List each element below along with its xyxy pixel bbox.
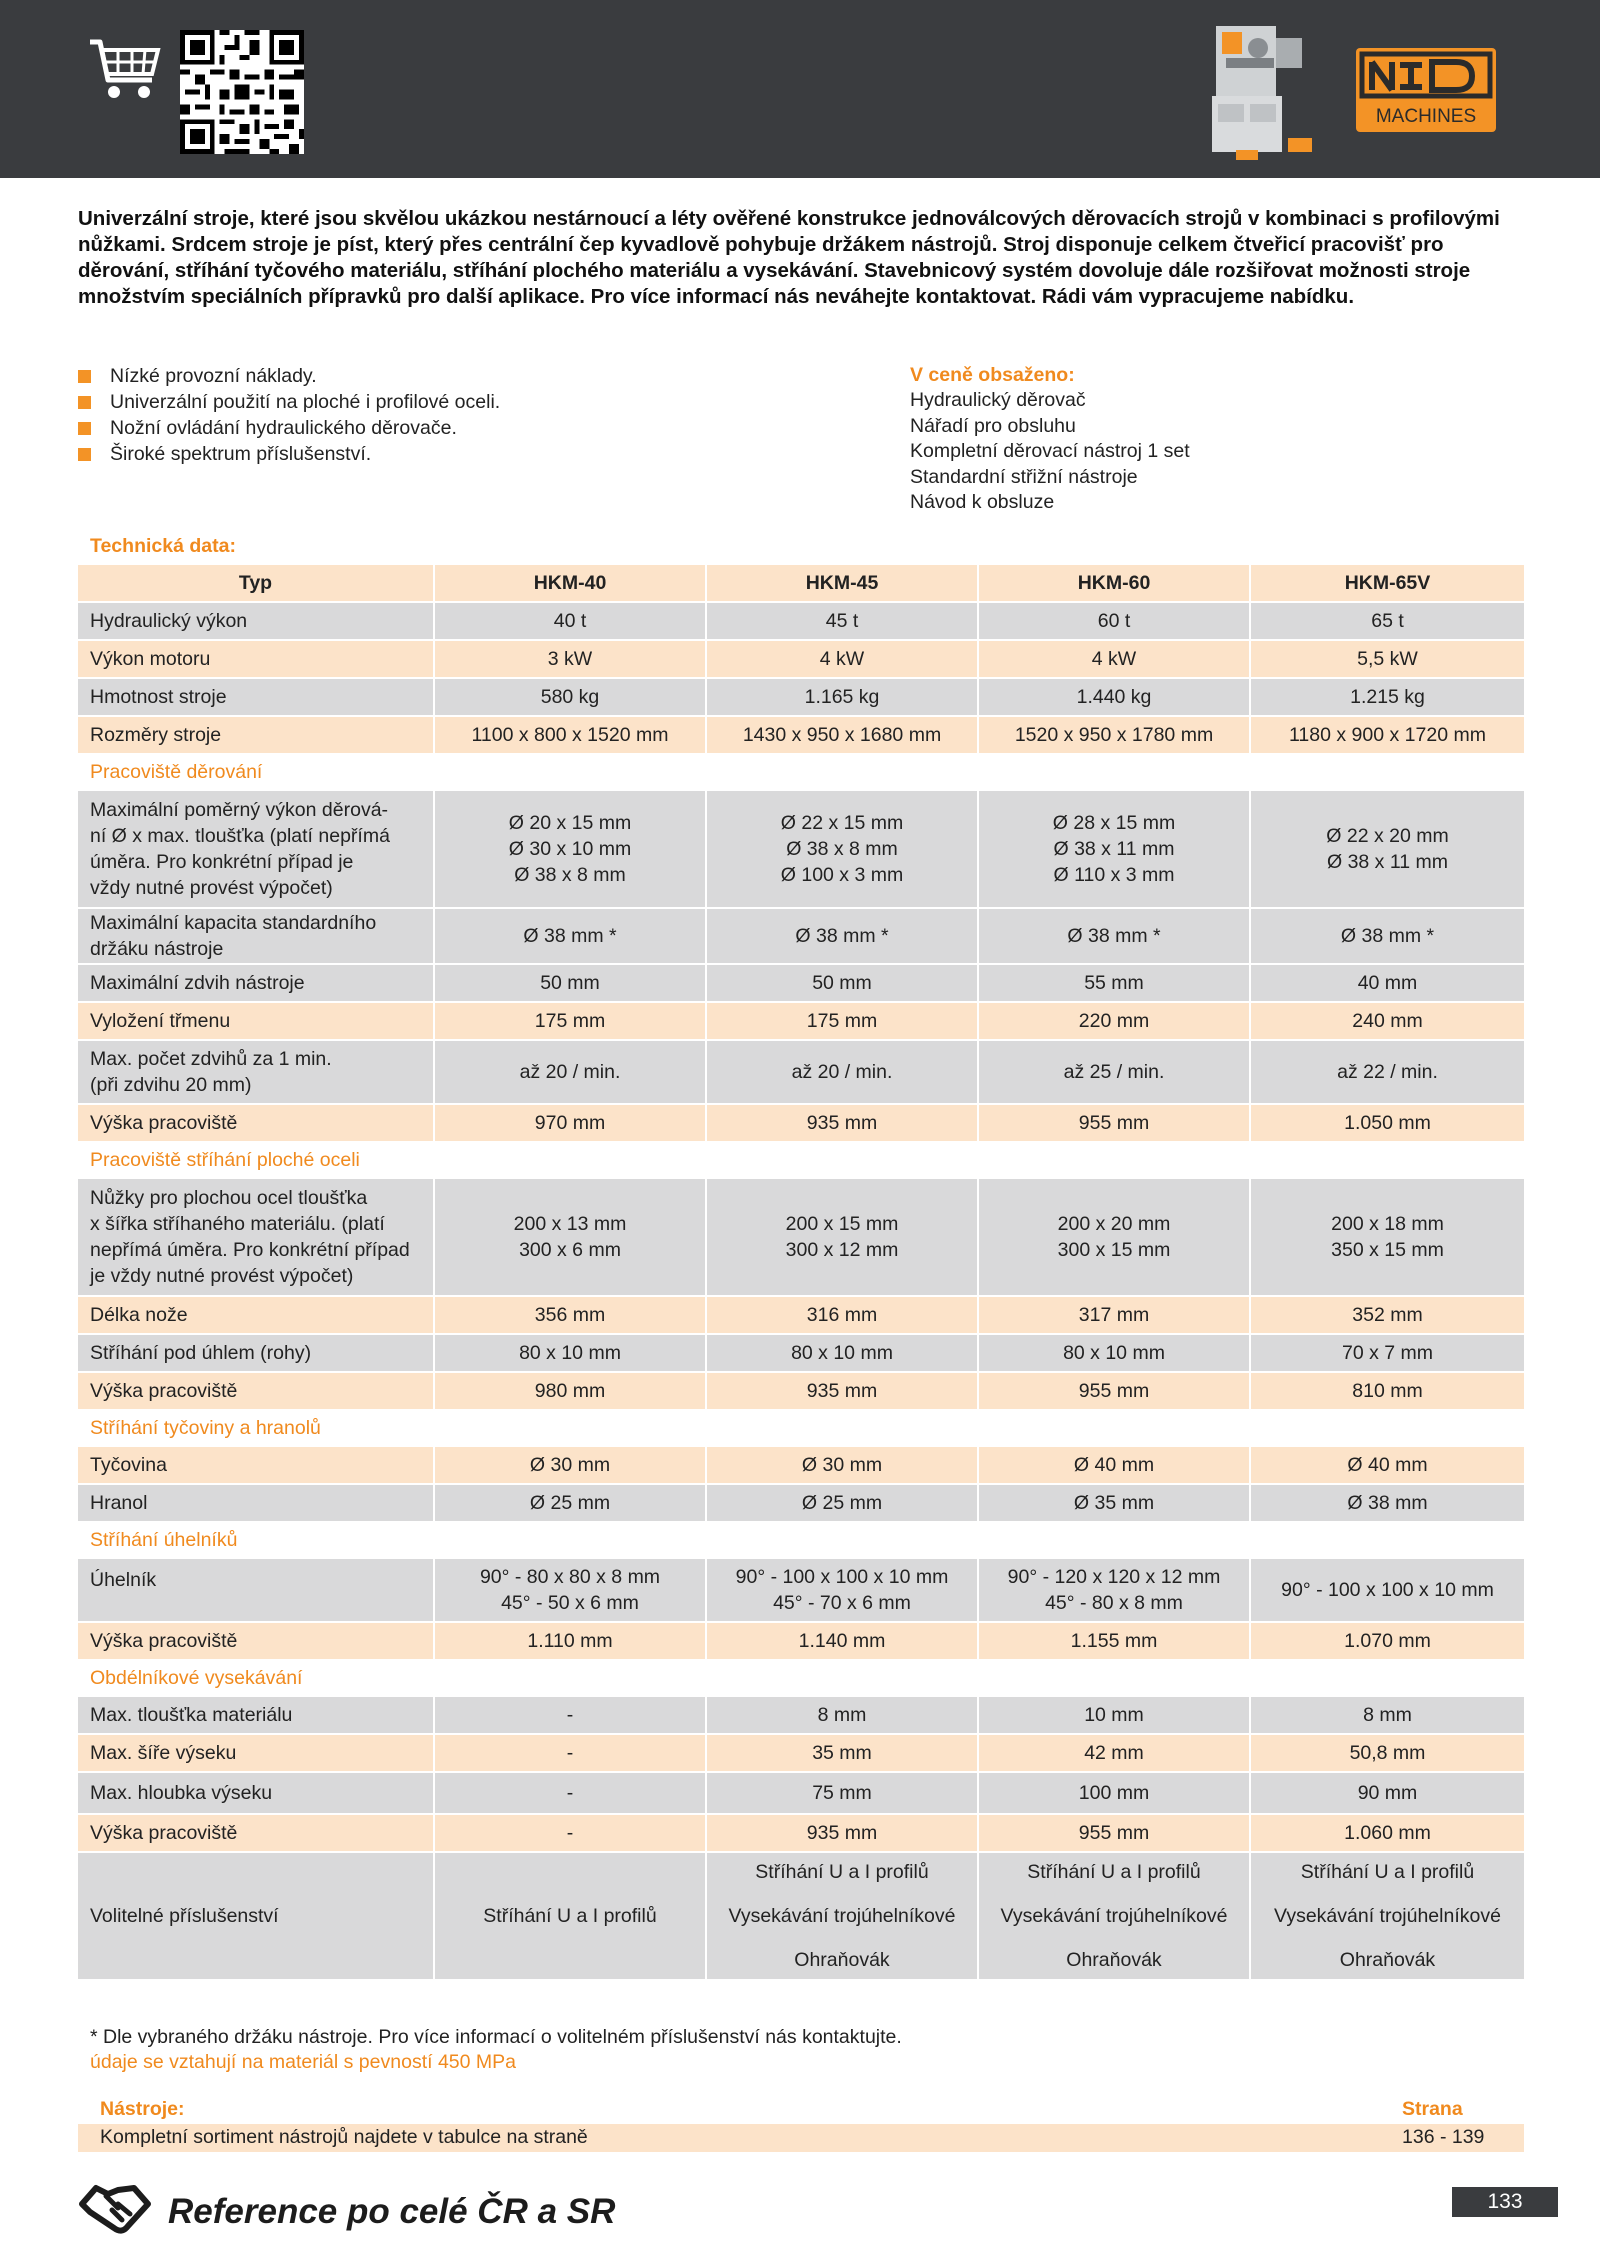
table-row <box>78 1485 1524 1521</box>
feature-item: Nožní ovládání hydraulického děrovače. <box>78 415 798 441</box>
cell: 1.215 kg <box>1251 679 1524 715</box>
cell: - <box>435 1815 705 1851</box>
cell: 240 mm <box>1251 1003 1524 1039</box>
cell: 935 mm <box>707 1815 977 1851</box>
row-label: Maximální poměrný výkon děrová- ní Ø x max. tloušťka (platí nepřímá úměra. Pro konkrétní případ je vždy nutné provést výpočet) <box>78 791 433 907</box>
bullet-square-icon <box>78 422 91 435</box>
section-title: Pracoviště děrování <box>90 760 263 783</box>
header-cell: Typ <box>78 565 433 601</box>
table-row <box>78 1003 1524 1039</box>
cell: 80 x 10 mm <box>435 1335 705 1371</box>
included-item: Kompletní děrovací nástroj 1 set <box>910 440 1190 462</box>
cell: Stříhání U a I profilů <box>435 1853 705 1979</box>
qr-code[interactable] <box>180 30 304 154</box>
intro-paragraph: Univerzální stroje, které jsou skvělou ukázkou nestárnoucí a léty ověřené konstrukce jednoválcových děrovacích strojů v kombinaci s profilovými nůžkami. Srdcem stroje je píst, který přes centrální čep kyvadlově pohybuje držákem nástrojů. Stroj disponuje celkem čtveřicí pracovišť pro děrování, stříhání tyčového materiálu, stříhání plochého materiálu a vysekávání. Stavebnicový systém dovoluje dále rozšiřovat možnosti stroje množstvím speciálních přípravků pro další aplikace. Pro více informací nás neváhejte kontaktovat. Rádi vám vypracujeme nabídku. <box>78 207 1500 308</box>
cell: 45 t <box>707 603 977 639</box>
cell: 3 kW <box>435 641 705 677</box>
cell: až 22 / min. <box>1251 1041 1524 1103</box>
table-row <box>78 1559 1524 1621</box>
cell: 100 mm <box>979 1773 1249 1813</box>
tools-text: Kompletní sortiment nástrojů najdete v tabulce na straně <box>100 2126 588 2148</box>
cell: Ø 40 mm <box>979 1447 1249 1483</box>
bullet-square-icon <box>78 370 91 383</box>
included-item: Návod k obsluze <box>910 491 1055 513</box>
cell: 356 mm <box>435 1297 705 1333</box>
cell: 970 mm <box>435 1105 705 1141</box>
cell: 10 mm <box>979 1697 1249 1733</box>
logo-text: MACHINES <box>1375 106 1477 127</box>
row-label: Hydraulický výkon <box>78 603 433 639</box>
cell: Ø 38 mm * <box>435 909 705 963</box>
page-number: 133 <box>1452 2187 1558 2217</box>
table-row <box>78 1105 1524 1141</box>
cell: 90° - 100 x 100 x 10 mm <box>1251 1559 1524 1621</box>
reference-text: Reference po celé ČR a SR <box>168 2192 616 2231</box>
cell: 935 mm <box>707 1373 977 1409</box>
header-bar <box>0 0 1600 178</box>
cell: 90 mm <box>1251 1773 1524 1813</box>
table-row <box>78 1623 1524 1659</box>
bullet-square-icon <box>78 396 91 409</box>
row-label: Tyčovina <box>78 1447 433 1483</box>
cell: 1.110 mm <box>435 1623 705 1659</box>
section-title: Pracoviště stříhání ploché oceli <box>90 1148 360 1171</box>
cell: 90° - 120 x 120 x 12 mm 45° - 80 x 8 mm <box>979 1559 1249 1621</box>
cell: 55 mm <box>979 965 1249 1001</box>
row-label: Volitelné příslušenství <box>78 1853 433 1979</box>
cell: 200 x 20 mm 300 x 15 mm <box>979 1179 1249 1295</box>
feature-list <box>78 363 798 467</box>
included-item: Hydraulický děrovač <box>910 389 1086 411</box>
feature-item: Nízké provozní náklady. <box>78 363 798 389</box>
cell: 42 mm <box>979 1735 1249 1771</box>
spec-table <box>78 565 1524 1979</box>
material-note: údaje se vztahují na materiál s pevností 450 MPa <box>90 2051 516 2073</box>
table-row <box>78 1041 1524 1103</box>
tools-header <box>78 2098 1524 2124</box>
table-row <box>78 1697 1524 1733</box>
table-row <box>78 1335 1524 1371</box>
included-item: Standardní střižní nástroje <box>910 465 1138 488</box>
row-label: Výška pracoviště <box>78 1623 433 1659</box>
header-cell: HKM-60 <box>979 565 1249 601</box>
cell: Ø 25 mm <box>435 1485 705 1521</box>
section-title: Obdélníkové vysekávání <box>90 1666 303 1689</box>
table-row <box>78 1373 1524 1409</box>
cell: 8 mm <box>707 1697 977 1733</box>
cell: Ø 40 mm <box>1251 1447 1524 1483</box>
row-label: Maximální zdvih nástroje <box>78 965 433 1001</box>
cell: 955 mm <box>979 1373 1249 1409</box>
tools-row <box>78 2124 1524 2152</box>
cell: 1.165 kg <box>707 679 977 715</box>
row-label: Nůžky pro plochou ocel tloušťka x šířka stříhaného materiálu. (platí nepřímá úměra. Pro konkrétní případ je vždy nutné provést výpočet) <box>78 1179 433 1295</box>
table-row <box>78 1853 1524 1979</box>
row-label: Max. šíře výseku <box>78 1735 433 1771</box>
cell: 5,5 kW <box>1251 641 1524 677</box>
cell: 317 mm <box>979 1297 1249 1333</box>
cell: Ø 22 x 20 mm Ø 38 x 11 mm <box>1251 791 1524 907</box>
cell: 40 t <box>435 603 705 639</box>
row-label: Max. počet zdvihů za 1 min. (při zdvihu 20 mm) <box>78 1041 433 1103</box>
cell: 316 mm <box>707 1297 977 1333</box>
included-item: Nářadí pro obsluhu <box>910 414 1076 437</box>
cell: 955 mm <box>979 1105 1249 1141</box>
table-row <box>78 1735 1524 1771</box>
cell: 200 x 18 mm 350 x 15 mm <box>1251 1179 1524 1295</box>
row-label: Výška pracoviště <box>78 1373 433 1409</box>
cell: až 20 / min. <box>435 1041 705 1103</box>
table-row <box>78 1179 1524 1295</box>
tools-pages[interactable]: 136 - 139 <box>1402 2126 1485 2148</box>
cell: Ø 38 mm <box>1251 1485 1524 1521</box>
cell: 175 mm <box>707 1003 977 1039</box>
table-row <box>78 1773 1524 1813</box>
header-cell: HKM-65V <box>1251 565 1524 601</box>
row-label: Maximální kapacita standardního držáku nástroje <box>78 909 433 963</box>
cell: 35 mm <box>707 1735 977 1771</box>
cell: 810 mm <box>1251 1373 1524 1409</box>
cell: 200 x 13 mm 300 x 6 mm <box>435 1179 705 1295</box>
cell: 935 mm <box>707 1105 977 1141</box>
cell: Ø 28 x 15 mm Ø 38 x 11 mm Ø 110 x 3 mm <box>979 791 1249 907</box>
row-label: Výška pracoviště <box>78 1815 433 1851</box>
row-label: Rozměry stroje <box>78 717 433 753</box>
table-row <box>78 1447 1524 1483</box>
cell: Ø 25 mm <box>707 1485 977 1521</box>
tech-data-title: Technická data: <box>90 535 236 557</box>
cell: 1.140 mm <box>707 1623 977 1659</box>
table-row <box>78 1815 1524 1851</box>
row-label: Výška pracoviště <box>78 1105 433 1141</box>
cell: - <box>435 1697 705 1733</box>
cell: 955 mm <box>979 1815 1249 1851</box>
cell: Ø 38 mm * <box>707 909 977 963</box>
machine-image <box>1196 18 1316 162</box>
cell: 980 mm <box>435 1373 705 1409</box>
row-label: Max. tloušťka materiálu <box>78 1697 433 1733</box>
cell: Stříhání U a I profilů Vysekávání trojúhelníkové Ohraňovák <box>707 1853 977 1979</box>
cell: Ø 38 mm * <box>1251 909 1524 963</box>
cell: Ø 30 mm <box>435 1447 705 1483</box>
table-row <box>78 1297 1524 1333</box>
bullet-square-icon <box>78 448 91 461</box>
cell: 175 mm <box>435 1003 705 1039</box>
table-row <box>78 909 1524 963</box>
included-list <box>910 363 1510 516</box>
cell: 1.155 mm <box>979 1623 1249 1659</box>
cell: Stříhání U a I profilů Vysekávání trojúhelníkové Ohraňovák <box>1251 1853 1524 1979</box>
cell: - <box>435 1735 705 1771</box>
cell: až 25 / min. <box>979 1041 1249 1103</box>
cell: - <box>435 1773 705 1813</box>
included-title: V ceně obsaženo: <box>910 364 1075 386</box>
cell: 1430 x 950 x 1680 mm <box>707 717 977 753</box>
tools-label: Nástroje: <box>100 2098 185 2120</box>
cell: Ø 20 x 15 mm Ø 30 x 10 mm Ø 38 x 8 mm <box>435 791 705 907</box>
cell: 220 mm <box>979 1003 1249 1039</box>
cell: 352 mm <box>1251 1297 1524 1333</box>
row-label: Max. hloubka výseku <box>78 1773 433 1813</box>
header-cell: HKM-40 <box>435 565 705 601</box>
table-row <box>78 791 1524 907</box>
cell: 8 mm <box>1251 1697 1524 1733</box>
cell: 40 mm <box>1251 965 1524 1001</box>
row-label: Výkon motoru <box>78 641 433 677</box>
cell: Ø 38 mm * <box>979 909 1249 963</box>
cell: 1.060 mm <box>1251 1815 1524 1851</box>
cell: Stříhání U a I profilů Vysekávání trojúhelníkové Ohraňovák <box>979 1853 1249 1979</box>
cell: 70 x 7 mm <box>1251 1335 1524 1371</box>
cell: 50 mm <box>707 965 977 1001</box>
cell: 1180 x 900 x 1720 mm <box>1251 717 1524 753</box>
cell: Ø 30 mm <box>707 1447 977 1483</box>
footnote: * Dle vybraného držáku nástroje. Pro více informací o volitelném příslušenství nás kontaktujte. <box>90 2026 902 2048</box>
table-header-row <box>78 565 1524 601</box>
header-cell: HKM-45 <box>707 565 977 601</box>
feature-item: Široké spektrum příslušenství. <box>78 441 798 467</box>
cell: 90° - 80 x 80 x 8 mm 45° - 50 x 6 mm <box>435 1559 705 1621</box>
tools-page-label: Strana <box>1402 2098 1463 2120</box>
cart-icon[interactable] <box>88 36 162 102</box>
cell: 1.440 kg <box>979 679 1249 715</box>
cell: 60 t <box>979 603 1249 639</box>
handshake-icon <box>78 2180 152 2240</box>
cell: 1100 x 800 x 1520 mm <box>435 717 705 753</box>
cell: 75 mm <box>707 1773 977 1813</box>
cell: až 20 / min. <box>707 1041 977 1103</box>
cell: 80 x 10 mm <box>979 1335 1249 1371</box>
cell: 1520 x 950 x 1780 mm <box>979 717 1249 753</box>
cell: 4 kW <box>707 641 977 677</box>
table-row <box>78 679 1524 715</box>
feature-item: Univerzální použití na ploché i profilové oceli. <box>78 389 798 415</box>
table-row <box>78 641 1524 677</box>
cell: 50 mm <box>435 965 705 1001</box>
cell: 1.070 mm <box>1251 1623 1524 1659</box>
cell: Ø 22 x 15 mm Ø 38 x 8 mm Ø 100 x 3 mm <box>707 791 977 907</box>
cell: 1.050 mm <box>1251 1105 1524 1141</box>
row-label: Úhelník <box>78 1559 433 1621</box>
row-label: Hmotnost stroje <box>78 679 433 715</box>
cell: 200 x 15 mm 300 x 12 mm <box>707 1179 977 1295</box>
cell: 4 kW <box>979 641 1249 677</box>
table-row <box>78 603 1524 639</box>
table-row <box>78 965 1524 1001</box>
cell: 580 kg <box>435 679 705 715</box>
table-row <box>78 717 1524 753</box>
section-title: Stříhání tyčoviny a hranolů <box>90 1416 321 1439</box>
section-title: Stříhání úhelníků <box>90 1528 238 1551</box>
row-label: Stříhání pod úhlem (rohy) <box>78 1335 433 1371</box>
row-label: Délka nože <box>78 1297 433 1333</box>
cell: 65 t <box>1251 603 1524 639</box>
cell: 90° - 100 x 100 x 10 mm 45° - 70 x 6 mm <box>707 1559 977 1621</box>
row-label: Vyložení třmenu <box>78 1003 433 1039</box>
cell: 80 x 10 mm <box>707 1335 977 1371</box>
row-label: Hranol <box>78 1485 433 1521</box>
cell: Ø 35 mm <box>979 1485 1249 1521</box>
brand-logo <box>1356 48 1496 132</box>
cell: 50,8 mm <box>1251 1735 1524 1771</box>
